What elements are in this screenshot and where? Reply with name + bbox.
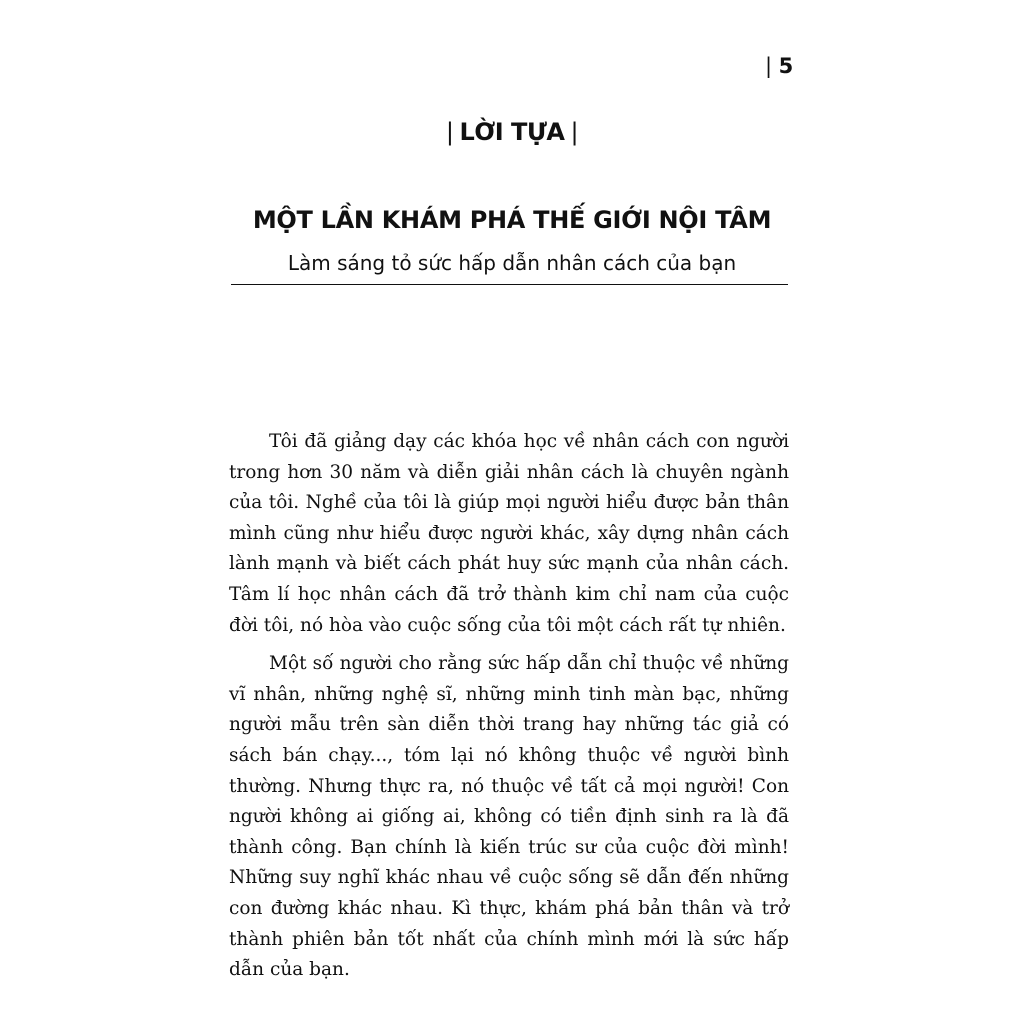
body-paragraph-2: Một số người cho rằng sức hấp dẫn chỉ thuộc về những vĩ nhân, những nghệ sĩ, những minh tinh màn bạc, những người mẫu trên sàn diễn thời trang hay những tác giả có sách bán chạy..., tóm lại nó không thuộc về người bình thường. Nhưng thực ra, nó thuộc về tất cả mọi người! Con người không ai giống ai, không có tiền định sinh ra là đã thành công. Bạn chính là kiến trúc sư của cuộc đời mình! Những suy nghĩ khác nhau về cuộc sống sẽ dẫn đến những con đường khác nhau. Kì thực, khám phá bản thân và trở thành phiên bản tốt nhất của chính mình mới là sức hấp dẫn của bạn. (229, 653, 789, 981)
section-label-left-bar: | (445, 118, 454, 146)
page-number (765, 54, 794, 78)
body-text (229, 427, 789, 994)
section-label (0, 118, 1024, 146)
body-paragraph-1: Tôi đã giảng dạy các khóa học về nhân cách con người trong hơn 30 năm và diễn giải nhân cách là chuyên ngành của tôi. Nghề của tôi là giúp mọi người hiểu được bản thân mình cũng như hiểu được người khác, xây dựng nhân cách lành mạnh và biết cách phát huy sức mạnh của nhân cách. Tâm lí học nhân cách đã trở thành kim chỉ nam của cuộc đời tôi, nó hòa vào cuộc sống của tôi một cách rất tự nhiên. (229, 431, 789, 636)
chapter-subtitle: Làm sáng tỏ sức hấp dẫn nhân cách của bạn (287, 251, 737, 275)
page-number-separator: | (765, 54, 773, 78)
section-label-right-bar: | (570, 118, 579, 146)
chapter-title: MỘT LẦN KHÁM PHÁ THẾ GIỚI NỘI TÂM (252, 206, 772, 234)
page-number-value: 5 (778, 54, 794, 78)
section-label-text: LỜI TỰA (459, 118, 565, 146)
title-underline-rule (231, 284, 788, 285)
